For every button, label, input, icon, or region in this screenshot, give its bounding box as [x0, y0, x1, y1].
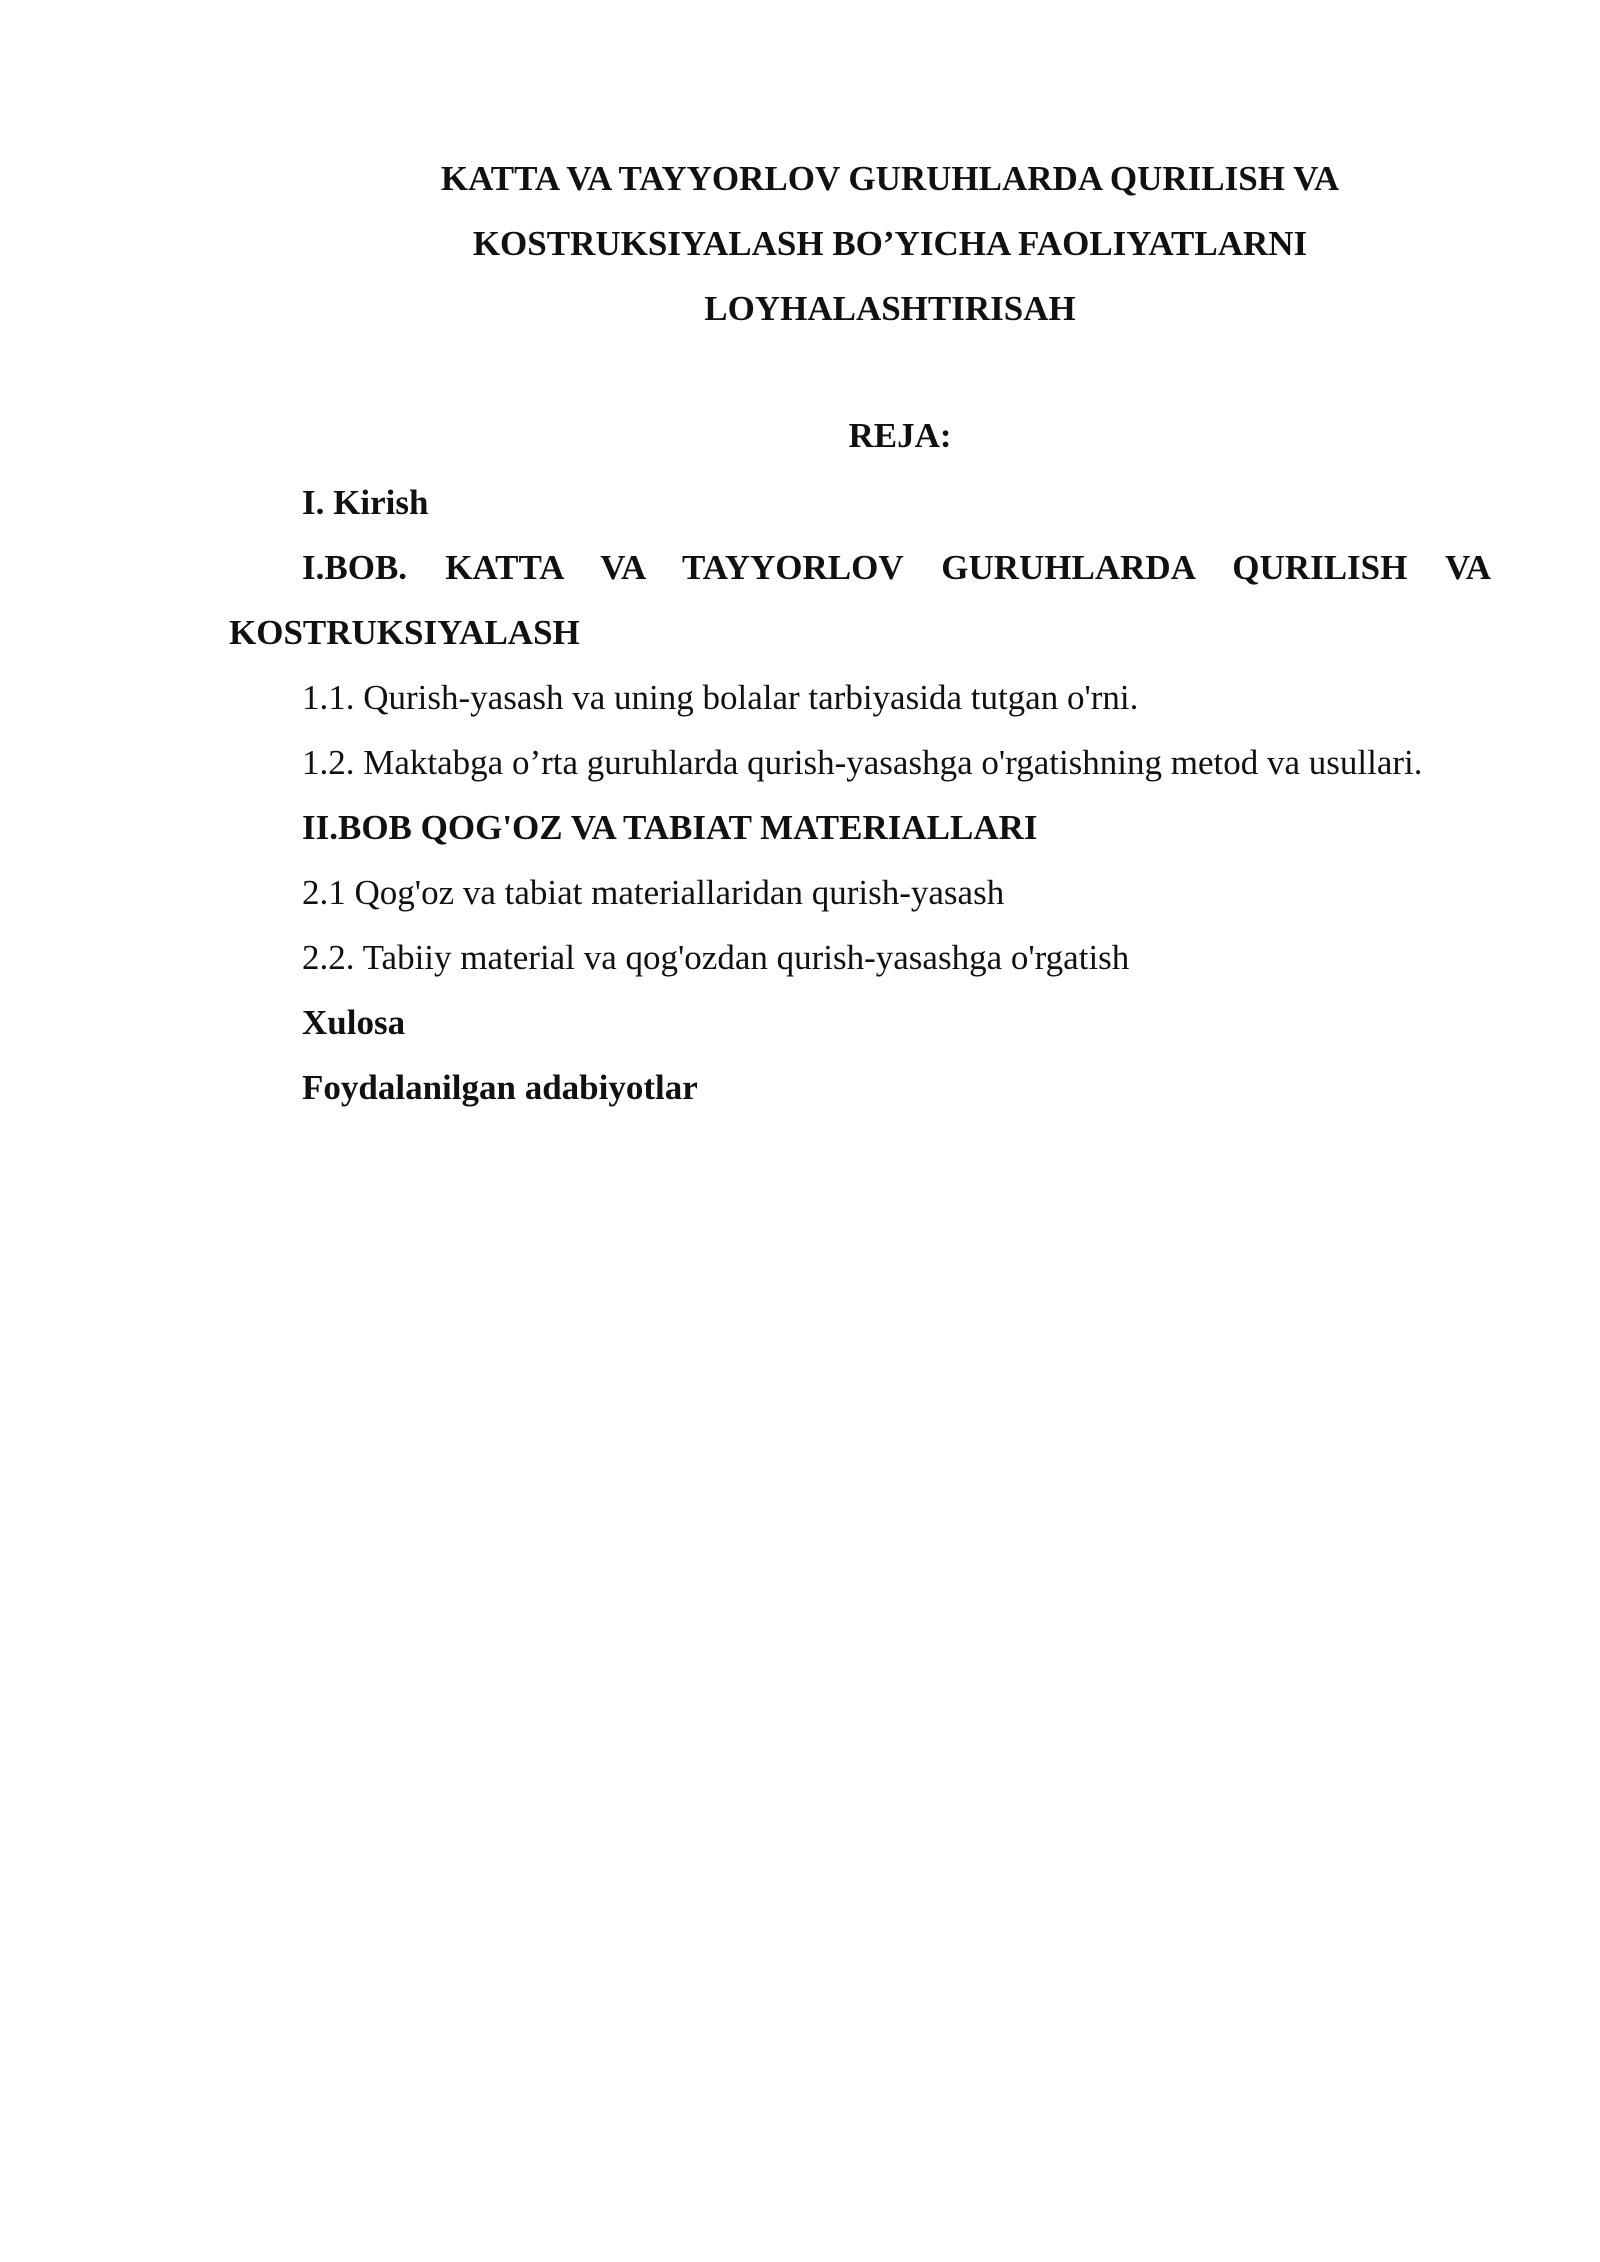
title-line-2: KOSTRUKSIYALASH BO’YICHA FAOLIYATLARNI [472, 224, 1308, 263]
title-line-1: KATTA VA TAYYORLOV GURUHLARDA QURILISH VA [440, 159, 1340, 198]
plan-entry-references: Foydalanilgan adabiyotlar [302, 1068, 698, 1107]
plan-entry-introduction: I. Kirish [302, 483, 429, 522]
plan-entry-chapter-1: I.BOB. KATTA VA TAYYORLOV GURUHLARDA QURILISH VA KOSTRUKSIYALASH [229, 548, 1491, 652]
document-title [340, 146, 1440, 341]
plan-entry-chapter-2: II.BOB QOG'OZ VA TABIAT MATERIALLARI [302, 808, 1038, 847]
plan-entry-section-2-1: 2.1 Qog'oz va tabiat materiallaridan qurish-yasash [302, 873, 1005, 912]
plan-entry-section-1-1: 1.1. Qurish-yasash va uning bolalar tarbiyasida tutgan o'rni. [302, 678, 1139, 717]
plan-entry-conclusion: Xulosa [302, 1003, 406, 1042]
plan-entry-section-2-2: 2.2. Tabiiy material va qog'ozdan qurish-yasashga o'rgatish [302, 938, 1130, 977]
plan-list [229, 470, 1491, 1120]
plan-heading: REJA: [848, 416, 952, 455]
title-line-3: LOYHALASHTIRISAH [704, 289, 1076, 328]
plan-entry-section-1-2: 1.2. Maktabga o’rta guruhlarda qurish-yasashga o'rgatishning metod va usullari. [302, 743, 1423, 782]
